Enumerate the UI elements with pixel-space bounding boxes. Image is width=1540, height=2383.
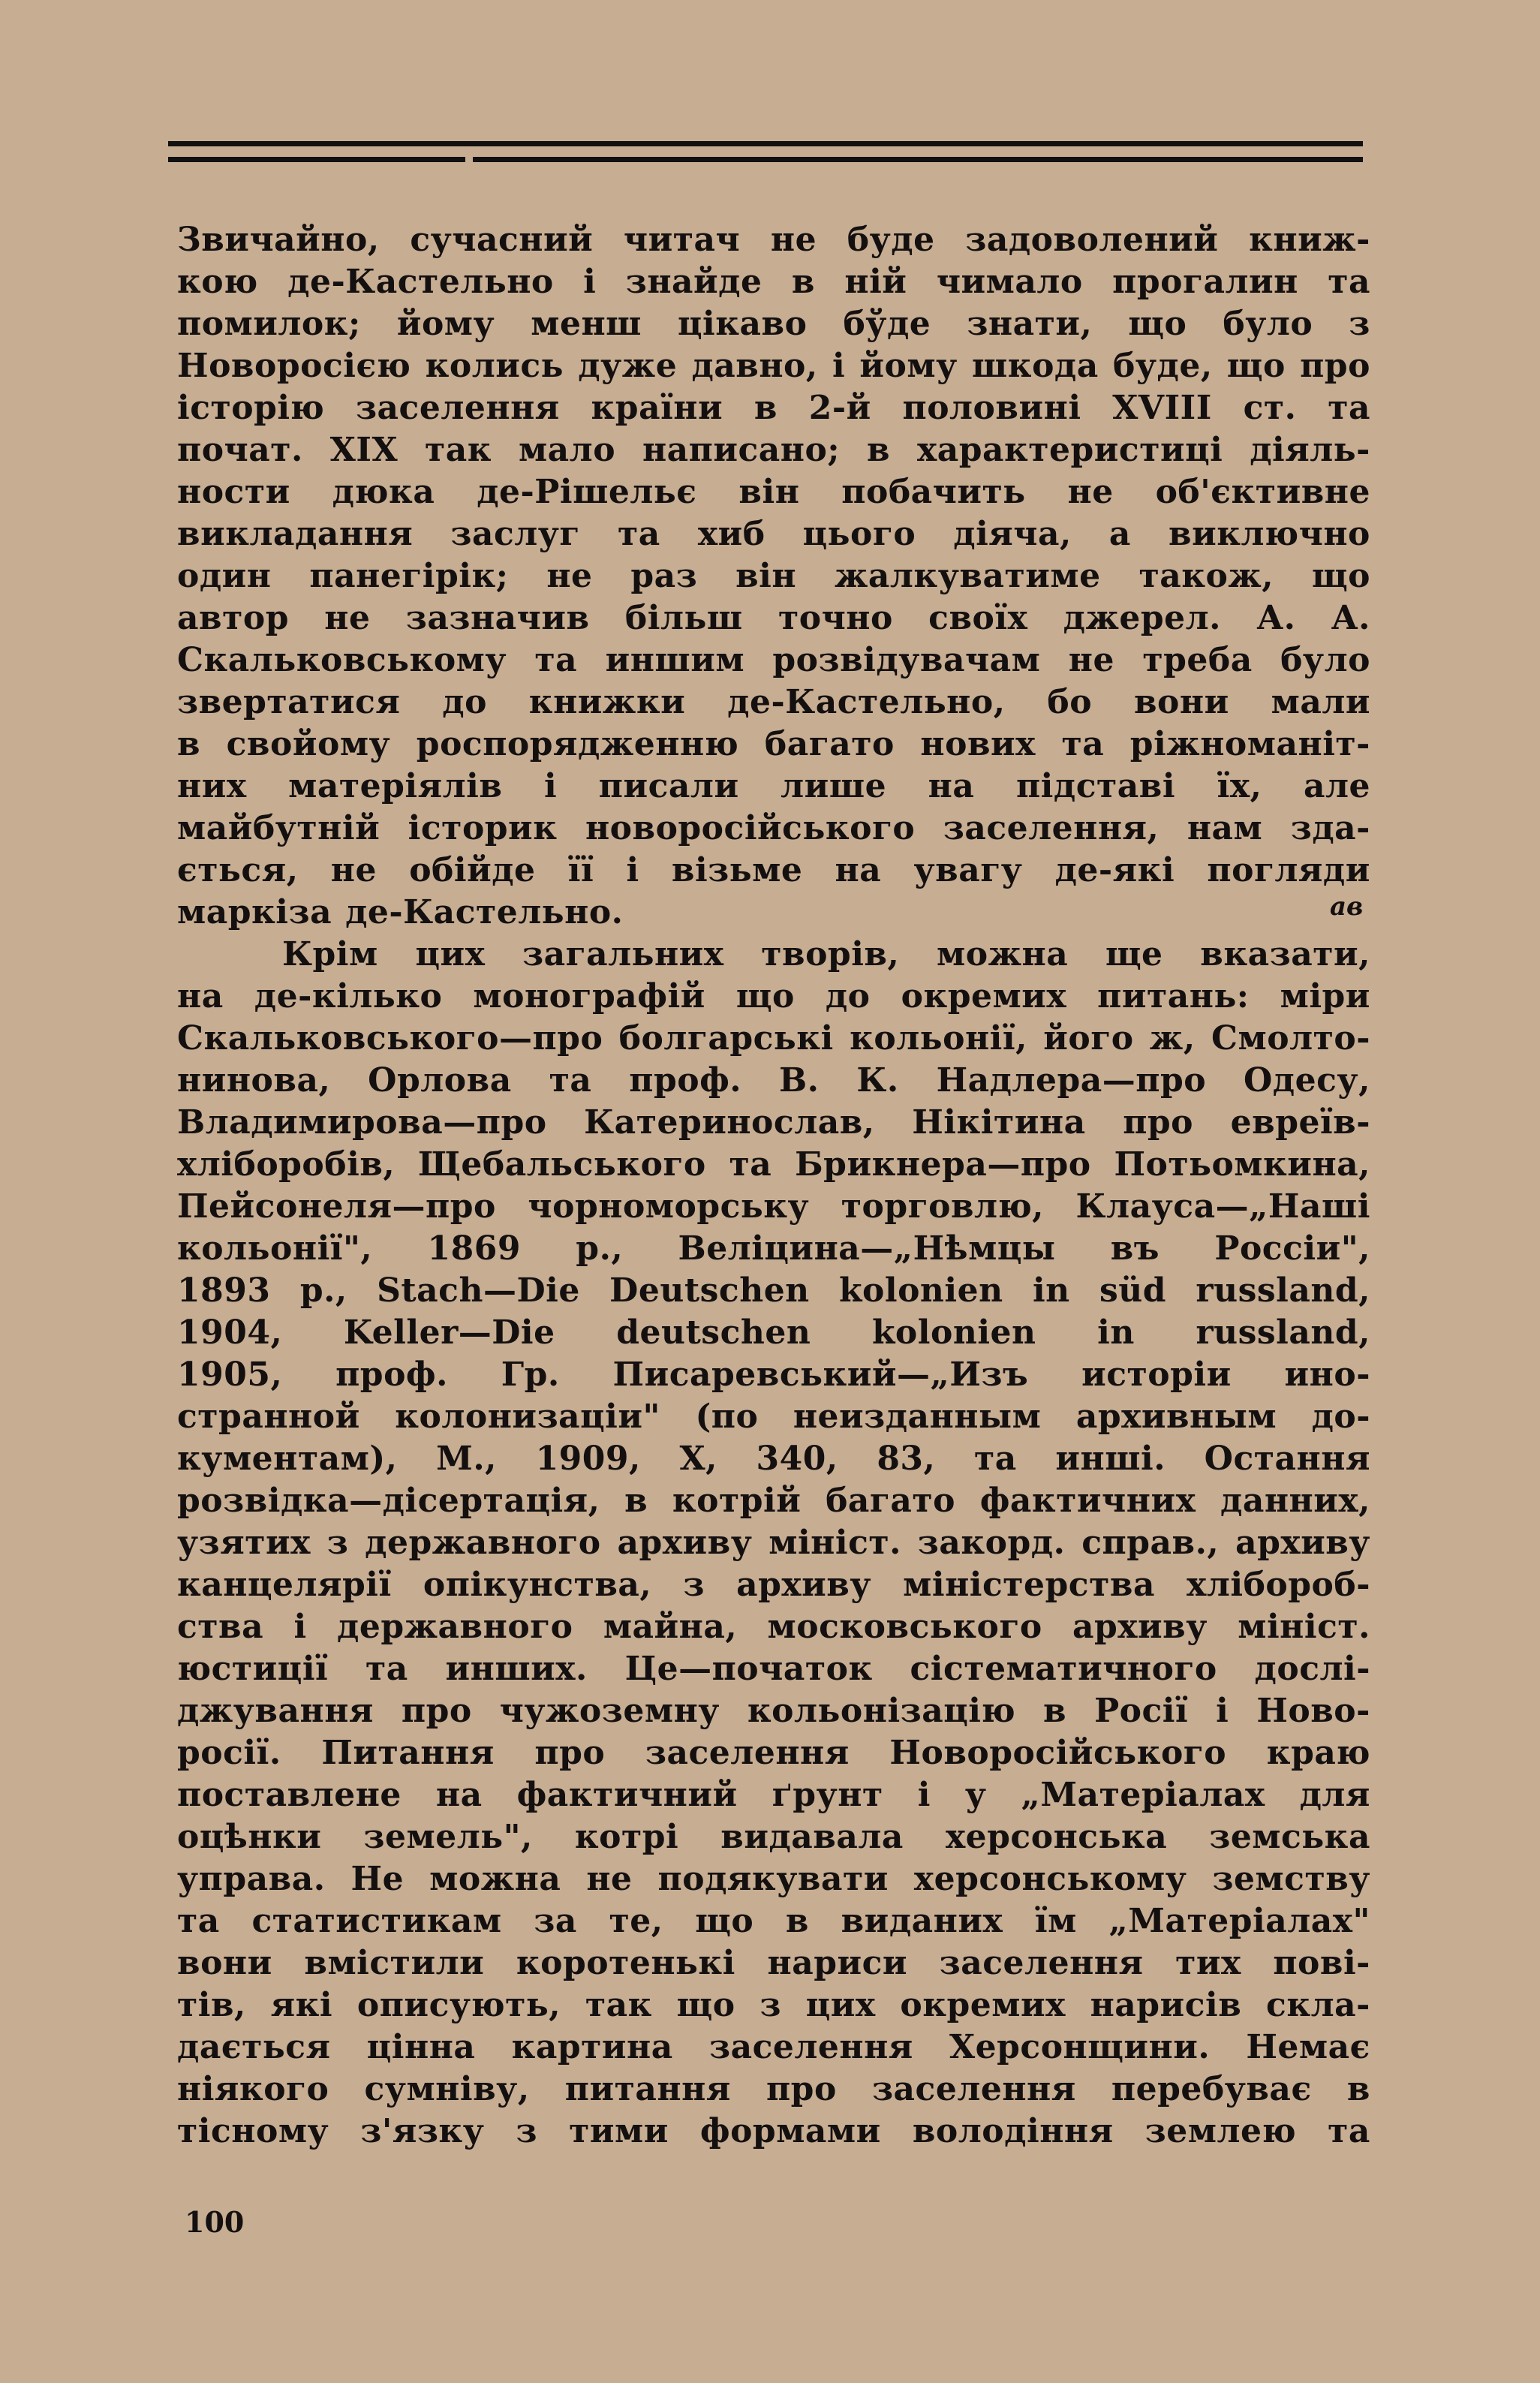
text-line: управа. Не можна не подякувати херсонському земству — [177, 1860, 1370, 1898]
text-line: почат. XIX так мало написано; в характеристиці діяль- — [177, 431, 1370, 469]
text-line: автор не зазначив більш точно своїх джерел. А. А. — [177, 599, 1370, 637]
top-rule — [168, 141, 1363, 146]
text-line: 1904, Keller—Die deutschen kolonien in russland, — [177, 1313, 1370, 1352]
text-line: ства і державного майна, московського архиву мініст. — [177, 1608, 1370, 1646]
text-line: нинова, Орлова та проф. В. К. Надлера—про Одесу, — [177, 1061, 1370, 1100]
text-line: узятих з державного архиву мініст. закорд. справ., архиву — [177, 1524, 1370, 1562]
text-line: ніякого сумніву, питання про заселення перебуває в — [177, 2070, 1370, 2108]
text-line: поставлене на фактичний ґрунт і у „Матеріалах для — [177, 1776, 1370, 1814]
text-line: канцелярії опікунства, з архиву міністерства хлібороб- — [177, 1566, 1370, 1604]
text-line: юстиції та инших. Це—початок сістематичного дослі- — [177, 1650, 1370, 1688]
text-line: Пейсонеля—про чорноморську торговлю, Клауса—„Наші — [177, 1187, 1370, 1226]
text-line: маркіза де-Кастельно. — [177, 893, 624, 931]
text-line: викладання заслуг та хиб цього діяча, а виключно — [177, 515, 1370, 553]
text-line: хліборобів, Щебальського та Брикнера—про Потьомкина, — [177, 1145, 1370, 1184]
text-line: 1893 р., Stach—Die Deutschen kolonien in süd russland, — [177, 1271, 1370, 1310]
text-line: дається цінна картина заселення Херсонщини. Немає — [177, 2028, 1370, 2066]
text-line: оцѣнки земель", котрі видавала херсонська земська — [177, 1818, 1370, 1856]
text-line: кольонії", 1869 р., Веліцина—„Нѣмцы въ Россіи", — [177, 1229, 1370, 1268]
text-line: Скальковського—про болгарські кольонії, його ж, Смолто- — [177, 1019, 1370, 1058]
top-rule-lower-right — [473, 157, 1363, 162]
text-line: 1905, проф. Гр. Писаревський—„Изъ исторіи ино- — [177, 1355, 1370, 1394]
text-line: історію заселення країни в 2-й половині XVIII ст. та — [177, 389, 1370, 427]
text-line: та статистикам за те, що в виданих їм „Матеріалах" — [177, 1902, 1370, 1940]
text-line: росії. Питання про заселення Новоросійського краю — [177, 1734, 1370, 1772]
text-line: майбутній історик новоросійського заселення, нам зда- — [177, 809, 1370, 847]
text-line: Владимирова—про Катеринослав, Нікітина про евреїв- — [177, 1103, 1370, 1142]
text-line: Скальковському та иншим розвідувачам не треба було — [177, 641, 1370, 679]
text-line: Звичайно, сучасний читач не буде задоволений книж- — [177, 221, 1370, 259]
body-text — [177, 219, 1370, 2153]
text-line: ности дюка де-Рішельє він побачить не об'єктивне — [177, 473, 1370, 511]
text-line: один панегірік; не раз він жалкуватиме також, що — [177, 557, 1370, 595]
text-line: кументам), М., 1909, X, 340, 83, та инші. Остання — [177, 1440, 1370, 1478]
text-line: Крім цих загальних творів, можна ще вказати, — [282, 935, 1370, 973]
text-line: них матеріялів і писали лише на підставі їх, але — [177, 767, 1370, 805]
text-line: ється, не обійде її і візьме на увагу де-які погляди — [177, 851, 1370, 889]
text-line: помилок; йому менш цікаво бўде знати, що було з — [177, 305, 1370, 343]
page-number: 100 — [185, 2205, 245, 2239]
text-line: странной колонизаціи" (по неизданным архивным до- — [177, 1398, 1370, 1436]
margin-note: ав — [1330, 892, 1364, 922]
text-line: тісному з'язку з тими формами володіння землею та — [177, 2112, 1370, 2150]
text-line: звертатися до книжки де-Кастельно, бо вони мали — [177, 683, 1370, 721]
text-line: Новоросією колись дуже давно, і йому шкода буде, що про — [177, 347, 1370, 385]
text-line: на де-кілько монографій що до окремих питань: міри — [177, 977, 1370, 1015]
top-rule-lower-left — [168, 157, 465, 162]
text-line: розвідка—дісертація, в котрій багато фактичних данних, — [177, 1482, 1370, 1520]
text-line: вони вмістили коротенькі нариси заселення тих пові- — [177, 1944, 1370, 1982]
text-line: тів, які описують, так що з цих окремих нарисів скла- — [177, 1986, 1370, 2024]
text-line: кою де-Кастельно і знайде в ній чимало прогалин та — [177, 263, 1370, 301]
text-line: джування про чужоземну кольонізацію в Росії і Ново- — [177, 1692, 1370, 1730]
text-line: в свойому роспорядженню багато нових та ріжноманіт- — [177, 725, 1370, 763]
